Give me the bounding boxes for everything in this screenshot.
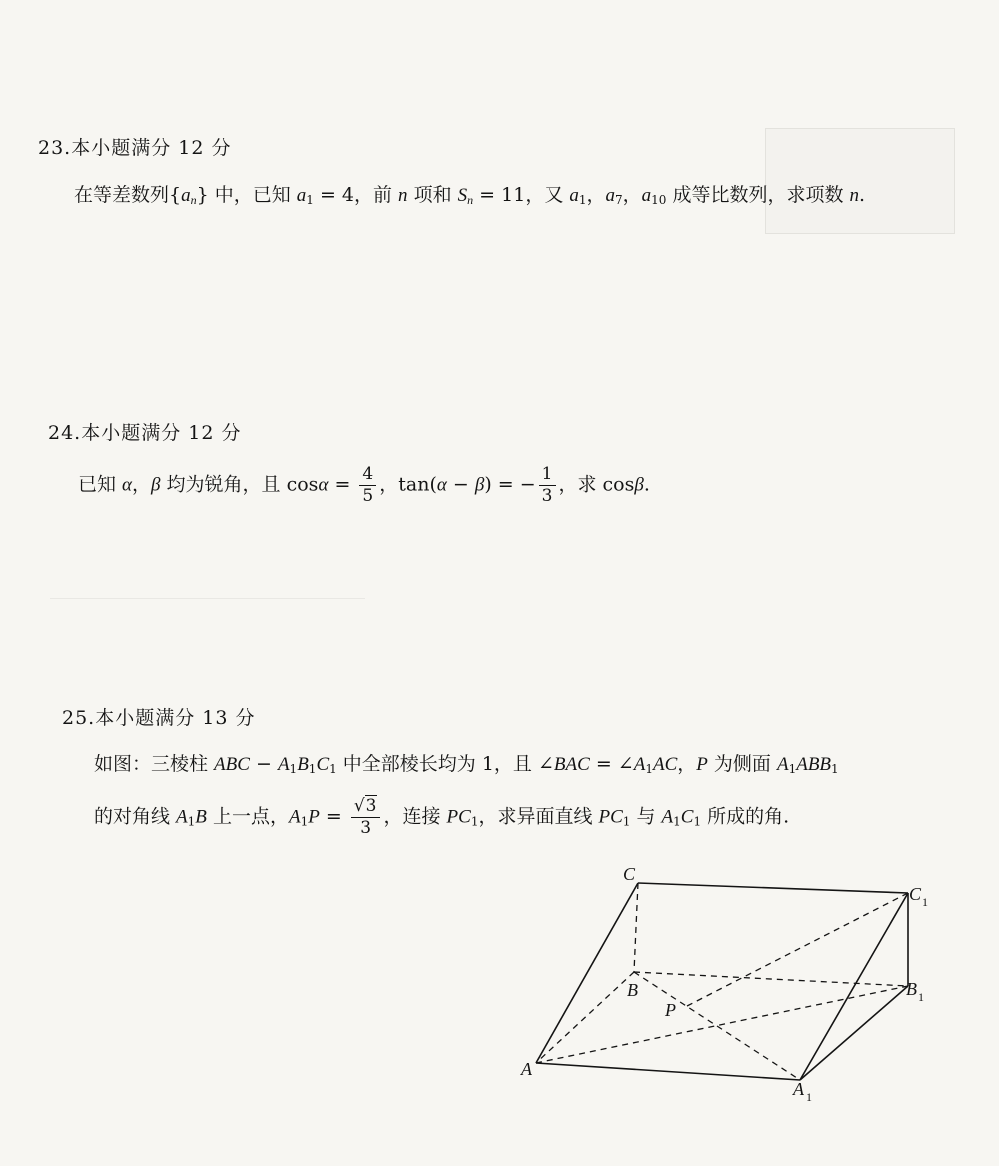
label-c1: C	[909, 884, 922, 904]
question-25-line-2: 的对角线 $A_1B$ 上一点，$A_1P$ = $\frac{√3}{3}$ ，连接 $PC_1$，求异面直线 $PC_1$ 与 $A_1C_1$ 所成的角.	[94, 796, 790, 838]
fraction-sqrt3-3: $\frac{√3}{3}$	[351, 798, 381, 837]
edge-b-b1-hidden	[634, 972, 908, 986]
question-25-title: 25.本小题满分 13 分	[62, 707, 256, 729]
question-25-line-1: 如图：三棱柱 ABC − $A_1B_1C_1$ 中全部棱长均为 1，且 ∠BAC = $\angle A_1AC$，P 为侧面 $A_1ABB_1$	[94, 753, 839, 776]
label-p: P	[665, 1000, 676, 1020]
label-b: B	[627, 980, 638, 1000]
label-b1: B	[906, 979, 917, 999]
label-c1-sub: 1	[922, 895, 928, 909]
label-a: A	[521, 1059, 532, 1079]
diagonal-a-b1	[536, 986, 908, 1063]
question-24-body: 已知 α，β 均为锐角，且 cosα = $\frac{4}{5}$ ，tan(α − β) = − $\frac{1}{3}$ ，求 cosβ.	[78, 464, 650, 506]
label-b1-sub: 1	[918, 990, 924, 1004]
label-c: C	[623, 864, 636, 884]
label-a1-sub: 1	[806, 1090, 812, 1104]
label-a1: A	[793, 1079, 804, 1099]
edge-c-c1	[638, 883, 908, 893]
fraction-1-3: $\frac{1}{3}$	[539, 466, 556, 505]
fraction-4-5: $\frac{4}{5}$	[359, 466, 376, 505]
question-23-body: 在等差数列$\{a_n\}$ 中，已知 $a_1 = 4$，前 n 项和 $S_n = 11$，又 $a_1$，$a_7$，$a_{10}$ 成等比数列，求项数 n.	[74, 184, 866, 207]
edge-c-b-hidden	[634, 883, 638, 972]
question-23-title: 23.本小题满分 12 分	[38, 137, 232, 159]
question-24-title: 24.本小题满分 12 分	[48, 422, 242, 444]
diagonal-b-a1	[634, 972, 800, 1080]
edge-a1-b1	[800, 986, 908, 1080]
edge-c-a	[536, 883, 638, 1063]
edge-b-a-hidden	[536, 972, 634, 1063]
edge-a-a1	[536, 1063, 800, 1080]
